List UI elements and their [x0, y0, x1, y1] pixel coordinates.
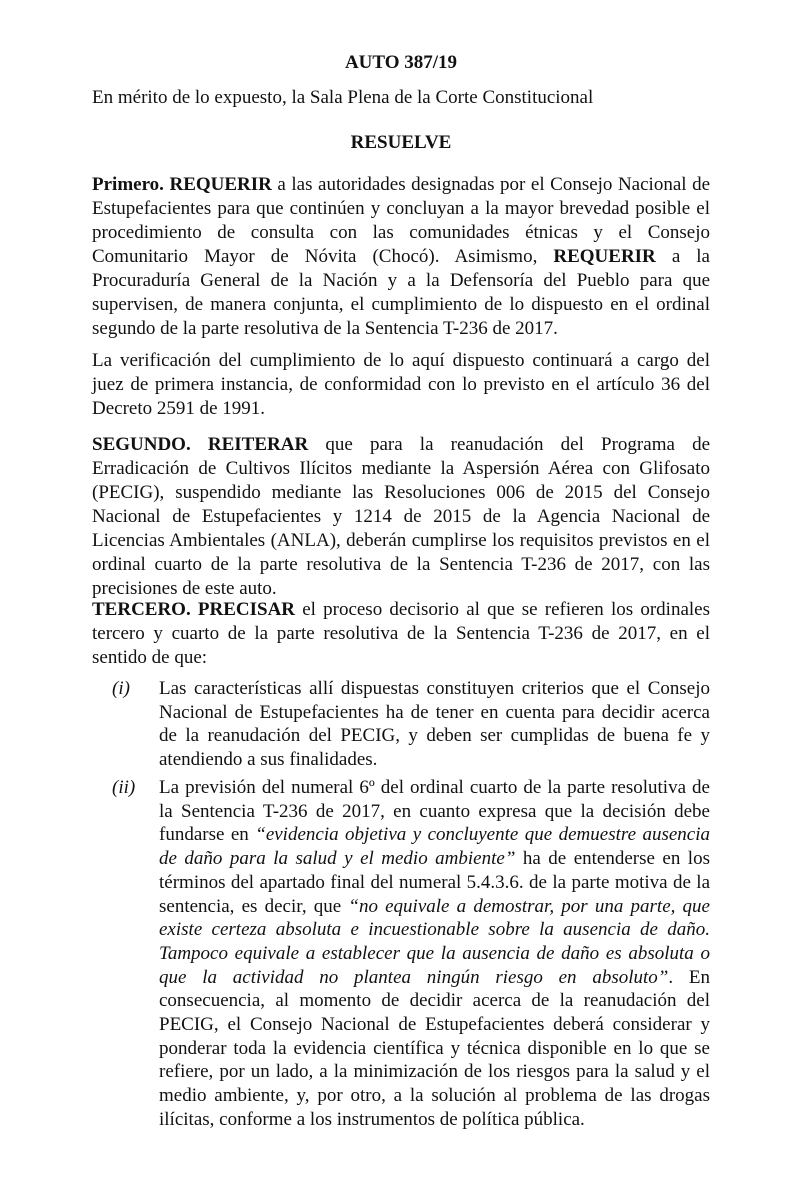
segundo-verb: REITERAR: [207, 434, 309, 455]
primero-text-1: a las autoridades designadas por el Consejo Nacional de Estupefacientes para que continúen y concluyan a la mayor brevedad posible el procedimiento de consulta con las comunidades étnicas y el Consejo Comunitario Mayor de Nóvita (Chocó). Asimismo,: [92, 174, 711, 267]
list-item: [112, 776, 710, 1132]
segundo-text: que para la reanudación del Programa de Erradicación de Cultivos Ilícitos mediante la Aspersión Aérea con Glifosato (PECIG), suspendido mediante las Resoluciones 006 de 2015 del Consejo Nacional de Estupefacientes y 1214 de 2015 de la Agencia Nacional de Licencias Ambientales (ANLA), deberán cumplirse los requisitos previstos en el ordinal cuarto de la parte resolutiva de la Sentencia T-236 de 2017, con las precisiones de este auto.: [92, 434, 710, 599]
primero-label: Primero.: [92, 174, 164, 195]
primero-verb-2: REQUERIR: [553, 246, 656, 267]
resuelve-heading: RESUELVE: [350, 132, 452, 153]
list-item-text: [159, 776, 710, 1132]
document-title: AUTO 387/19: [344, 52, 458, 73]
primero-text-2: a la Procuraduría General de la Nación y a la Defensoría del Pueblo para que supervisen, de manera conjunta, el cumplimiento de lo dispuesto en el ordinal segundo de la parte resolutiva de la Sentencia T-236 de 2017.: [92, 246, 710, 339]
tercero-text: el proceso decisorio al que se refieren los ordinales tercero y cuarto de la parte resolutiva de la Sentencia T-236 de 2017, en el sentido de que:: [92, 599, 710, 668]
segundo-label: SEGUNDO.: [92, 434, 191, 455]
item-text-3: . En consecuencia, al momento de decidir acerca de la reanudación del PECIG, el Consejo Nacional de Estupefacientes deberá considerar y ponderar toda la evidencia científica y técnica disponible en lo que se refiere, por un lado, a la minimización de los riesgos para la salud y el medio ambiente, y, por otro, a la solución al problema de las drogas ilícitas, conforme a los instrumentos de política pública.: [159, 966, 710, 1130]
primero-paragraph: [92, 173, 710, 341]
verificacion-paragraph: La verificación del cumplimiento de lo aquí dispuesto continuará a cargo del juez de primera instancia, de conformidad con lo previsto en el artículo 36 del Decreto 2591 de 1991.: [92, 350, 710, 419]
intro-text: En mérito de lo expuesto, la Sala Plena de la Corte Constitucional: [92, 87, 594, 108]
item-text-2: ha de entenderse en los términos del apartado final del numeral 5.4.3.6. de la parte motiva de la sentencia, es decir, que: [159, 848, 710, 917]
primero-verb: REQUERIR: [169, 174, 272, 195]
item-quote-2: “no equivale a demostrar, por una parte, que existe certeza absoluta e incuestionable sobre la ausencia de daño. Tampoco equivale a establecer que la ausencia de daño es absoluta o que la actividad no plantea ningún riesgo en absoluto”: [159, 895, 710, 988]
list-item-text: Las características allí dispuestas constituyen criterios que el Consejo Nacional de Estupefacientes ha de tener en cuenta para decidir acerca de la reanudación del PECIG, y deben ser cumplidas de buena fe y atendiendo a sus finalidades.: [159, 678, 710, 771]
list-item: [112, 677, 710, 772]
list-item-number: (i): [112, 678, 130, 699]
tercero-paragraph: [92, 598, 710, 670]
list-item-number: (ii): [112, 777, 136, 798]
segundo-paragraph: [92, 433, 710, 601]
item-text-1: La previsión del numeral 6º del ordinal cuarto de la parte resolutiva de la Sentencia T-236 de 2017, en cuanto expresa que la decisión debe fundarse en: [159, 777, 710, 846]
item-quote-1: “evidencia objetiva y concluyente que demuestre ausencia de daño para la salud y el medio ambiente”: [159, 824, 710, 870]
tercero-label: TERCERO.: [92, 599, 191, 620]
tercero-verb: PRECISAR: [197, 599, 296, 620]
